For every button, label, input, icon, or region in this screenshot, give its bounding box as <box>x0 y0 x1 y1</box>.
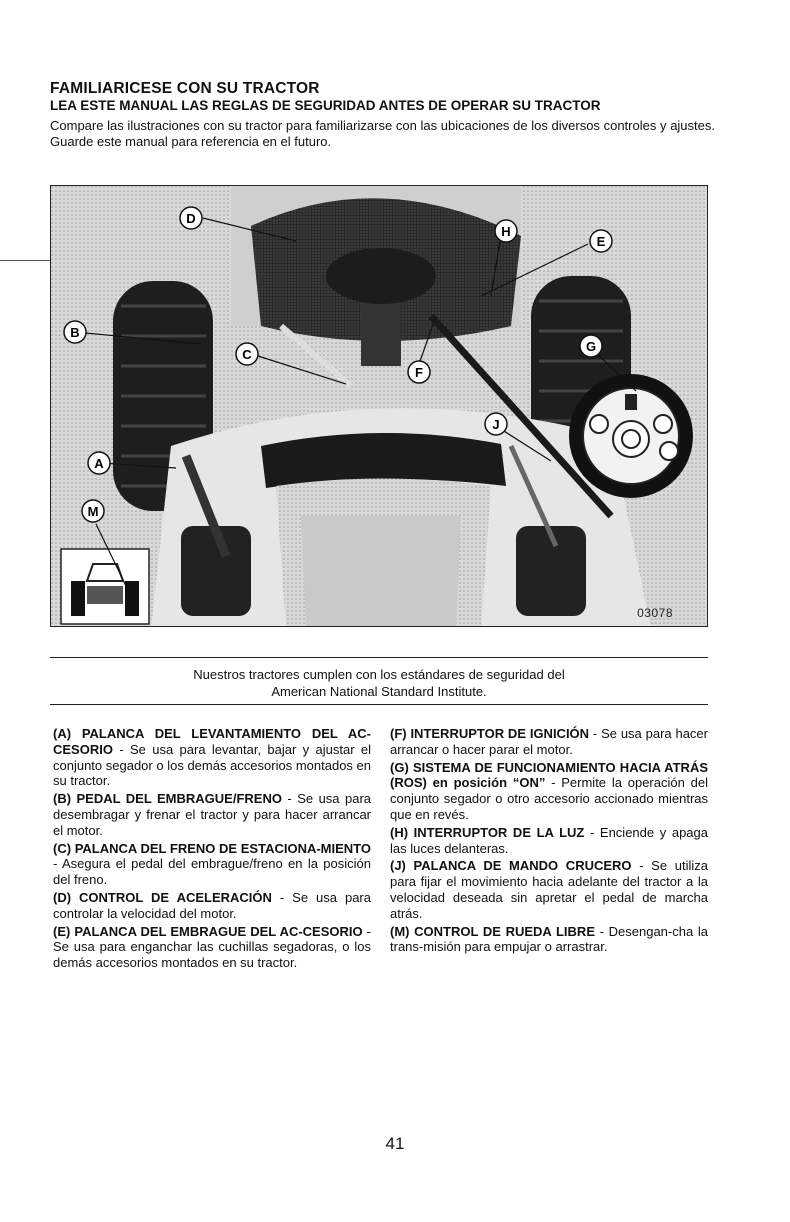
svg-text:H: H <box>501 224 511 239</box>
callout-C <box>236 343 258 365</box>
item-term: (J) PALANCA DE MANDO CRUCERO <box>390 858 632 874</box>
item-desc: - Desengan-cha la trans-misión para empujar o arrastrar. <box>390 923 708 955</box>
item-desc: - Se usa para enganchar las cuchillas segadoras, o los demás accesorios montados en su tractor. <box>53 923 372 971</box>
controls-list-left <box>53 726 371 973</box>
list-item <box>390 858 708 921</box>
page-number: 41 <box>385 1134 405 1153</box>
svg-text:J: J <box>492 417 500 432</box>
item-desc: - Se utiliza para fijar el movimiento hacia adelante del tractor a la velocidad deseada sin apretar el pedal de marcha atrás. <box>390 858 708 921</box>
item-term: (A) PALANCA DEL LEVANTAMIENTO DEL AC-CESORIO <box>53 726 371 757</box>
list-item <box>53 726 371 789</box>
callout-J <box>485 413 507 435</box>
svg-text:D: D <box>186 211 196 226</box>
item-term: (G) SISTEMA DE FUNCIONAMIENTO HACIA ATRÁS (ROS) en posición “ON” <box>390 759 708 791</box>
list-item <box>390 924 708 956</box>
svg-text:F: F <box>415 365 423 380</box>
controls-list-right <box>390 726 708 957</box>
item-desc: - Se usa para levantar, bajar y ajustar el conjunto segador o los demás accesorios montados en su tractor. <box>53 741 371 789</box>
list-item <box>390 726 708 758</box>
svg-text:B: B <box>70 325 80 340</box>
callout-G <box>580 335 602 357</box>
svg-text:C: C <box>242 347 252 362</box>
callout-E <box>590 230 612 252</box>
list-item <box>53 791 371 838</box>
item-term: (B) PEDAL DEL EMBRAGUE/FRENO <box>53 791 282 807</box>
margin-mark <box>0 260 50 261</box>
page-title: FAMILIARICESE CON SU TRACTOR <box>50 80 320 97</box>
svg-text:A: A <box>94 456 104 471</box>
list-item <box>390 825 708 857</box>
caption-rule-top <box>50 657 708 658</box>
item-term: (E) PALANCA DEL EMBRAGUE DEL AC-CESORIO <box>53 923 363 939</box>
item-desc: - Enciende y apaga las luces delanteras. <box>390 824 708 856</box>
caption-rule-bottom <box>50 704 708 705</box>
list-item <box>53 890 371 922</box>
item-desc: - Se usa para controlar la velocidad del motor. <box>53 889 371 921</box>
item-term: (D) CONTROL DE ACELERACIÓN <box>53 889 272 905</box>
callout-B <box>64 321 86 343</box>
item-desc: - Se usa para desembragar y frenar el tractor y para hacer arrancar el motor. <box>53 791 372 838</box>
callout-A <box>88 452 110 474</box>
item-term: (H) INTERRUPTOR DE LA LUZ <box>390 824 585 840</box>
tractor-controls-figure <box>50 185 708 627</box>
caption <box>50 666 708 700</box>
caption-line-1: Nuestros tractores cumplen con los estándares de seguridad del <box>193 667 565 682</box>
page-subtitle: LEA ESTE MANUAL LAS REGLAS DE SEGURIDAD ANTES DE OPERAR SU TRACTOR <box>50 98 601 113</box>
callout-M <box>82 500 104 522</box>
item-desc: - Permite la operación del conjunto segador o otro accesorio accionado mientras que en revés. <box>390 775 708 822</box>
item-term: (M) CONTROL DE RUEDA LIBRE <box>390 923 595 939</box>
item-desc: - Se usa para hacer arrancar o hacer parar el motor. <box>390 726 708 757</box>
item-term: (C) PALANCA DEL FRENO DE ESTACIONA-MIENTO <box>53 840 371 856</box>
svg-text:M: M <box>87 504 99 519</box>
svg-text:G: G <box>585 339 597 354</box>
intro-paragraph: Compare las ilustraciones con su tractor para familiarizarse con las ubicaciones de los diversos controles y ajustes. Guarde este manual para referencia en el futuro. <box>50 118 715 149</box>
figure-code: 03078 <box>637 606 673 620</box>
item-desc: - Asegura el pedal del embrague/freno en la posición del freno. <box>53 856 371 888</box>
list-item <box>53 924 371 971</box>
callout-D <box>180 207 202 229</box>
tractor-illustration <box>51 186 708 627</box>
svg-text:E: E <box>596 234 606 249</box>
callout-H <box>495 220 517 242</box>
item-term: (F) INTERRUPTOR DE IGNICIÓN <box>390 726 590 741</box>
list-item <box>53 841 371 888</box>
list-item <box>390 760 708 823</box>
callout-F <box>408 361 430 383</box>
caption-line-2: American National Standard Institute. <box>271 684 487 699</box>
